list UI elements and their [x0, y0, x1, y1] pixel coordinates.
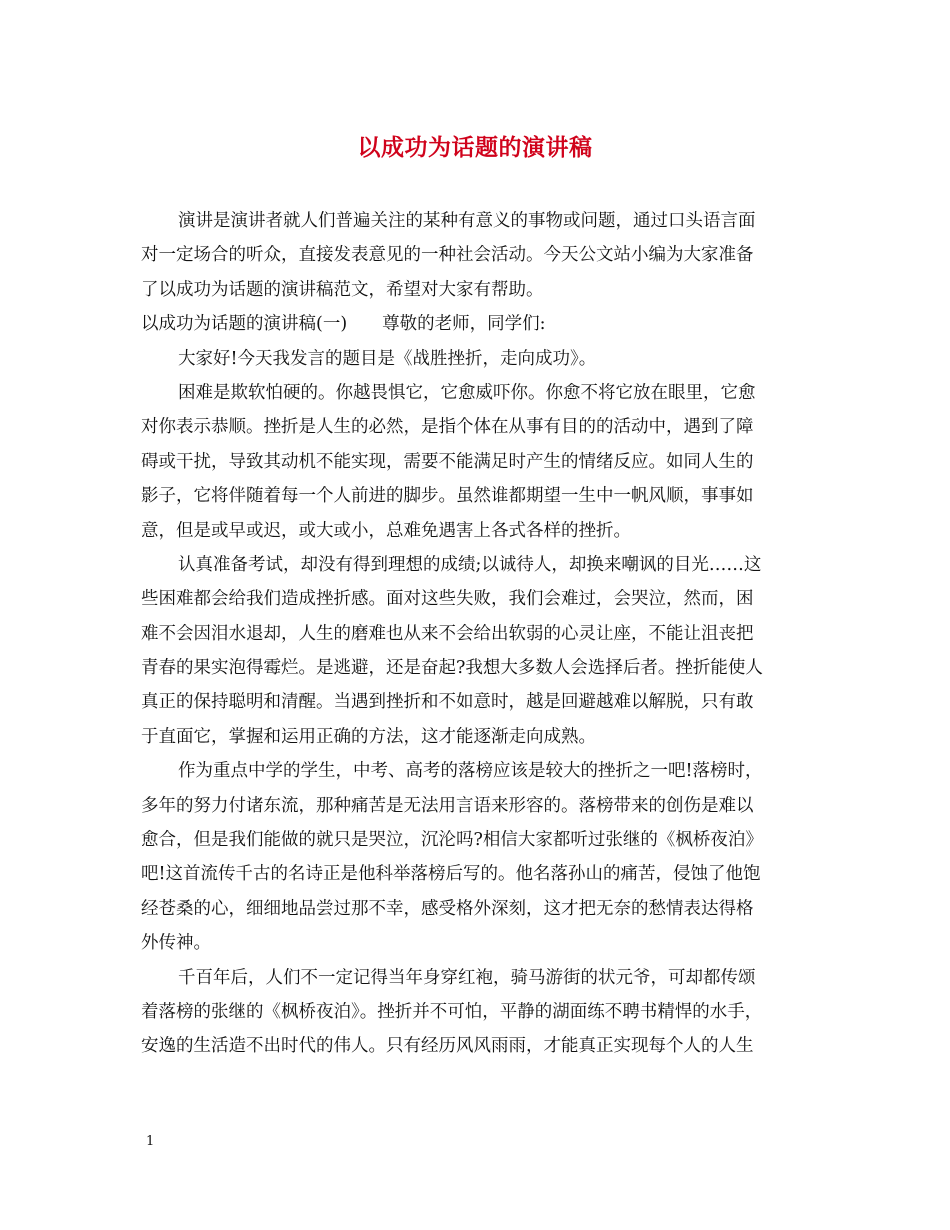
text-line: 愈合，但是我们能做的就只是哭泣，沉沦吗?相信大家都听过张继的《枫桥夜泊》	[141, 830, 763, 851]
text-line: 着落榜的张继的《枫桥夜泊》。挫折并不可怕，平静的湖面练不聘书精悍的水手，	[141, 1001, 763, 1022]
text-line: 外传神。	[141, 933, 211, 954]
text-line: 困难是欺软怕硬的。你越畏惧它，它愈威吓你。你愈不将它放在眼里，它愈	[178, 382, 756, 403]
text-line: 演讲是演讲者就人们普遍关注的某种有意义的事物或问题，通过口头语言面	[178, 211, 756, 231]
text-line: 于直面它，掌握和运用正确的方法，这才能逐渐走向成熟。	[141, 726, 596, 747]
text-line: 影子，它将伴随着每一个人前进的脚步。虽然谁都期望一生中一帆风顺，事事如	[141, 486, 754, 507]
text-line: 吧!这首流传千古的名诗正是他科举落榜后写的。他名落孙山的痛苦，侵蚀了他饱	[141, 864, 761, 885]
document-title: 以成功为话题的演讲稿	[357, 134, 593, 161]
text-line: 作为重点中学的学生，中考、高考的落榜应该是较大的挫折之一吧!落榜时，	[178, 761, 763, 782]
text-line: 了以成功为话题的演讲稿范文，希望对大家有帮助。	[141, 279, 544, 300]
text-line: 些困难都会给我们造成挫折感。面对这些失败，我们会难过，会哭泣，然而，困	[141, 589, 754, 610]
text-line: 经苍桑的心，细细地品尝过那不幸，感受格外深刻，这才把无奈的愁情表达得格	[141, 898, 754, 919]
text-line: 以成功为话题的演讲稿(一) 尊敬的老师，同学们:	[141, 314, 546, 335]
text-line: 青春的果实泡得霉烂。是逃避，还是奋起?我想大多数人会选择后者。挫折能使人	[141, 658, 763, 679]
text-line: 认真准备考试，却没有得到理想的成绩;以诚待人，却换来嘲讽的目光……这	[178, 554, 762, 575]
text-line: 意，但是或早或迟，或大或小，总难免遇害上各式各样的挫折。	[141, 520, 631, 541]
text-line: 对一定场合的听众，直接发表意见的一种社会活动。今天公文站小编为大家准备	[141, 245, 754, 266]
text-line: 真正的保持聪明和清醒。当遇到挫折和不如意时，越是回避越难以解脱，只有敢	[141, 692, 754, 713]
text-line: 千百年后，人们不一定记得当年身穿红袍，骑马游街的状元爷，可却都传颂	[178, 967, 756, 988]
text-line: 安逸的生活造不出时代的伟人。只有经历风风雨雨，才能真正实现每个人的人生	[141, 1036, 754, 1057]
text-line: 对你表示恭顺。挫折是人生的必然，是指个体在从事有目的的活动中，遇到了障	[141, 417, 754, 438]
page-number: 1	[146, 1134, 155, 1149]
document-body	[141, 204, 816, 1064]
text-line: 碍或干扰，导致其动机不能实现，需要不能满足时产生的情绪反应。如同人生的	[141, 451, 754, 472]
text-line: 大家好!今天我发言的题目是《战胜挫折，走向成功》。	[178, 348, 597, 369]
text-line: 多年的努力付诸东流，那种痛苦是无法用言语来形容的。落榜带来的创伤是难以	[141, 795, 754, 816]
text-line: 难不会因泪水退却，人生的磨难也从来不会给出软弱的心灵让座，不能让沮丧把	[141, 623, 754, 644]
